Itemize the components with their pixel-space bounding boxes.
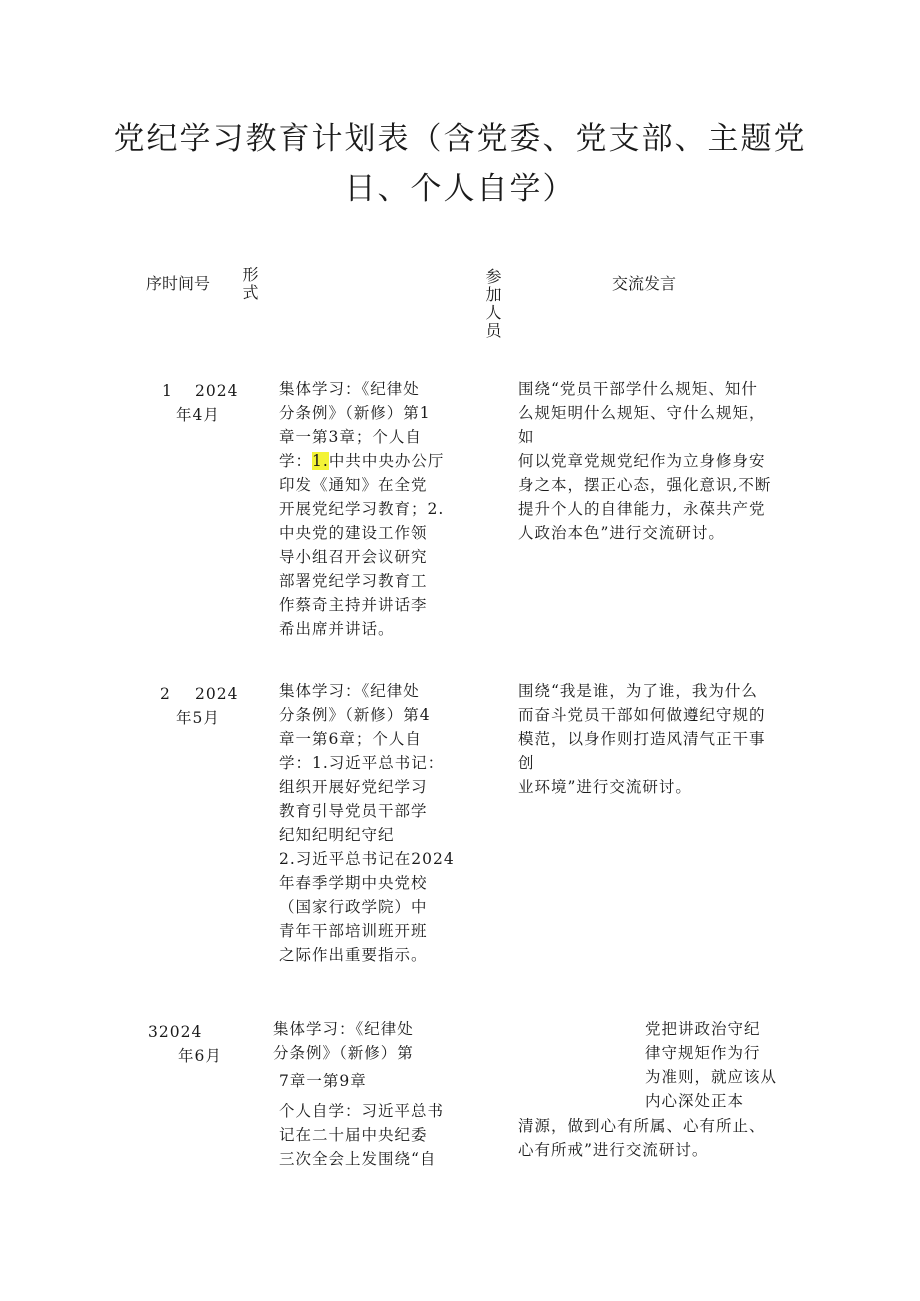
row2-year: 2024	[195, 685, 239, 703]
row2-form-line: 组织开展好党纪学习	[279, 778, 428, 796]
row1-form-line: 希出席并讲话。	[279, 620, 395, 638]
row1-form-line: 导小组召开会议研究	[279, 548, 428, 566]
row3-month: 年6月	[178, 1047, 222, 1065]
row1-exchange-line: 身之本，摆正心态，强化意识,不断	[518, 476, 772, 494]
row2-exchange-line: 围绕“我是谁，为了谁，我为什么	[518, 682, 758, 700]
row1-form-line: 章一第3章；个人自	[279, 428, 422, 446]
row2-exchange-line: 创	[518, 754, 535, 772]
header-form: 形式	[240, 266, 259, 302]
row3-exchange	[518, 1114, 766, 1162]
row2-form-line: 分条例》（新修）第4	[279, 706, 431, 724]
row1-year: 2024	[195, 382, 239, 400]
row3-form-b	[279, 1099, 444, 1171]
header-exchange: 交流发言	[612, 274, 677, 293]
row2-form-line: 学：1.习近平总书记：	[279, 754, 445, 772]
highlighted-marker: 1.	[312, 452, 329, 470]
row1-form-line: 印发《通知》在全党	[279, 476, 428, 494]
row1-form	[279, 377, 444, 641]
row1-exchange	[518, 377, 771, 545]
row2-form-line: 章一第6章；个人自	[279, 730, 422, 748]
row2-form-line: 纪知纪明纪守纪	[279, 826, 395, 844]
row3-exchange-line: 党把讲政治守纪	[645, 1020, 761, 1038]
row1-form-line	[279, 449, 444, 473]
row1-form-line: 作蔡奇主持并讲话李	[279, 596, 428, 614]
row1-month: 年4月	[176, 406, 220, 424]
row1-exchange-line: 人政治本色”进行交流研讨。	[518, 524, 725, 542]
row1-exchange-line: 提升个人的自律能力，永葆共产党	[518, 500, 766, 518]
row3-exchange-line: 为准则，就应该从	[645, 1068, 778, 1086]
row3-exchange-line: 心有所戒”进行交流研讨。	[518, 1141, 709, 1159]
row2-form-line: （国家行政学院）中	[279, 898, 428, 916]
row3-exchange-line: 律守规矩作为行	[645, 1044, 761, 1062]
row1-form-prefix: 学：	[279, 452, 313, 470]
row2-month: 年5月	[176, 709, 220, 727]
row3-exchange-indent	[645, 1017, 777, 1113]
row1-form-line: 集体学习：《纪律处	[279, 380, 420, 398]
row1-exchange-line: 何以党章党规党纪作为立身修身安	[518, 452, 766, 470]
row3-form	[273, 1017, 414, 1065]
page-title-line2: 日、个人自学）	[344, 171, 576, 207]
row3-seq-time: 32024	[148, 1023, 203, 1041]
row3-form-line: 记在二十届中央纪委	[279, 1126, 428, 1144]
page-title-line1: 党纪学习教育计划表（含党委、党支部、主题党	[113, 121, 807, 157]
row2-exchange	[518, 679, 766, 799]
row1-form-suffix: 中共中央办公厅	[328, 452, 445, 470]
row2-exchange-line: 模范，以身作则打造风清气正干事	[518, 730, 766, 748]
row2-form-line: 集体学习：《纪律处	[279, 682, 420, 700]
row1-form-line: 分条例》（新修）第1	[279, 404, 431, 422]
row2-form-line: 之际作出重要指示。	[279, 946, 428, 964]
row1-exchange-line: 如	[518, 428, 535, 446]
row1-form-line: 中央党的建设工作领	[279, 524, 428, 542]
row2-seq: 2	[160, 685, 171, 703]
row3-exchange-line: 内心深处正本	[645, 1092, 745, 1110]
row2-exchange-line: 业环境”进行交流研讨。	[518, 778, 692, 796]
row3-exchange-line: 清源，做到心有所属、心有所止、	[518, 1117, 766, 1135]
header-participants: 参加人员	[483, 268, 502, 340]
header-seq-time: 序时间号	[146, 274, 211, 293]
row3-form-line: 三次全会上发围绕“自	[279, 1150, 437, 1168]
row1-exchange-line: 么规矩明什么规矩、守什么规矩，	[518, 404, 766, 422]
row3-form-line: 集体学习：《纪律处	[273, 1020, 414, 1038]
row2-form-line: 青年干部培训班开班	[279, 922, 428, 940]
row1-form-line: 开展党纪学习教育；2.	[279, 500, 445, 518]
row1-seq: 1	[162, 382, 173, 400]
row3-form-line3: 7章一第9章	[279, 1072, 367, 1090]
row2-form-line: 年春季学期中央党校	[279, 874, 428, 892]
row1-form-line: 部署党纪学习教育工	[279, 572, 428, 590]
row3-form-line: 个人自学：习近平总书	[279, 1102, 445, 1120]
row2-exchange-line: 而奋斗党员干部如何做遵纪守规的	[518, 706, 766, 724]
row2-form	[279, 679, 455, 967]
row3-form-line: 分条例》（新修）第	[273, 1044, 414, 1062]
row2-form-line: 教育引导党员干部学	[279, 802, 428, 820]
row2-form-line: 2.习近平总书记在2024	[279, 850, 455, 868]
row1-exchange-line: 围绕“党员干部学什么规矩、知什	[518, 380, 758, 398]
